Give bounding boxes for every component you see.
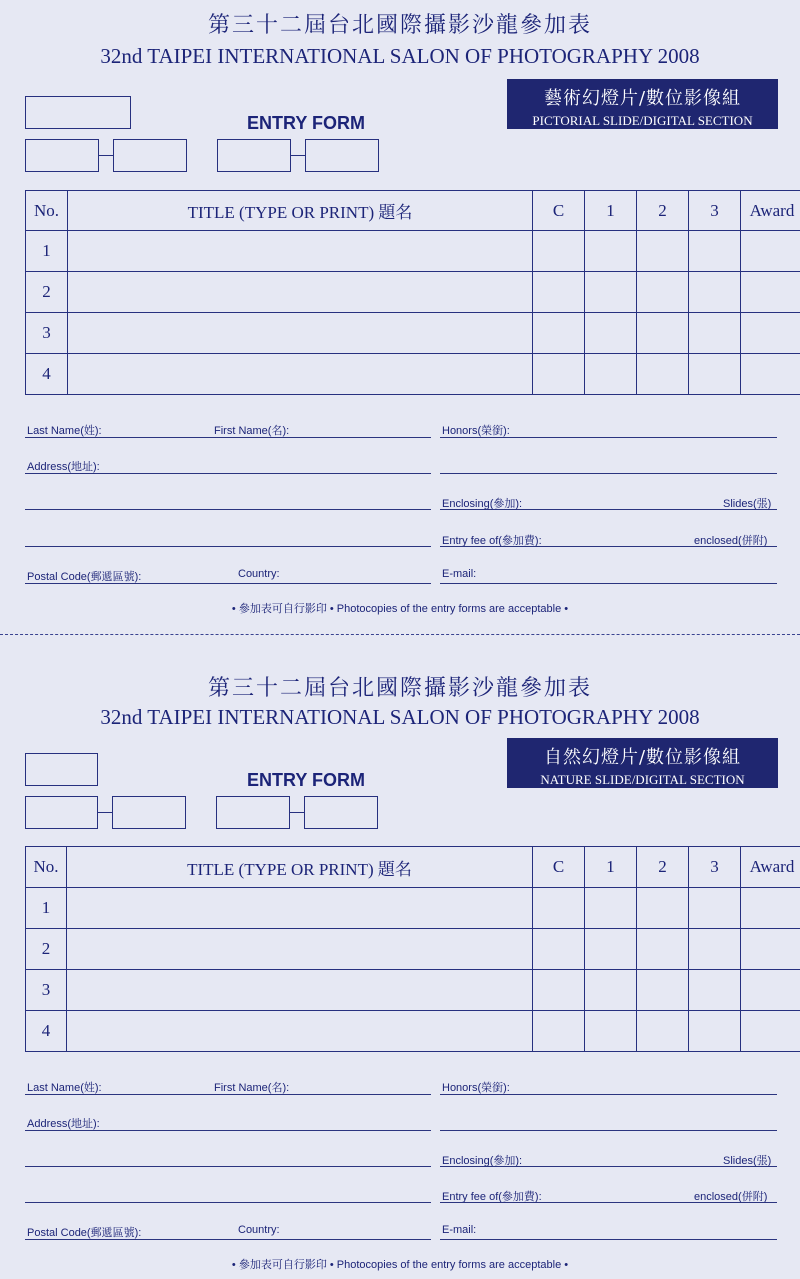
code-box-3[interactable] [216,796,290,829]
honors-field-line[interactable] [440,473,777,474]
connector-line [289,812,304,813]
connector-line [290,155,305,156]
first-name-label: First Name(名): [214,1082,290,1094]
col-header-2: 2 [637,847,689,888]
code-box-4[interactable] [305,139,379,172]
score-cell[interactable] [637,354,689,395]
enclosing-field-line[interactable] [440,1166,777,1167]
col-header-c: C [533,191,585,231]
enclosed-label: enclosed(併附) [694,535,768,547]
score-cell[interactable] [637,888,689,929]
photocopy-note: • 參加表可自行影印 • Photocopies of the entry forms are acceptable • [231,603,569,615]
row-number: 3 [26,970,67,1011]
table-row [26,354,800,395]
honors-label: Honors(榮銜): [442,425,510,437]
table-header-row [26,191,800,231]
score-cell[interactable] [637,231,689,272]
score-cell[interactable] [637,970,689,1011]
postal-country-field-line[interactable] [25,583,431,584]
entry-form-nature [0,641,800,1279]
connector-line [97,812,112,813]
title-cell[interactable] [68,354,533,395]
title-cell[interactable] [67,970,533,1011]
entry-form-heading: ENTRY FORM [247,113,366,133]
photocopy-note: • 參加表可自行影印 • Photocopies of the entry forms are acceptable • [231,1259,569,1271]
score-cell[interactable] [689,970,741,1011]
enclosing-label: Enclosing(參加): [442,1155,523,1167]
score-cell[interactable] [585,231,637,272]
title-cell[interactable] [68,231,533,272]
score-cell[interactable] [585,1011,637,1052]
entry-fee-field-line[interactable] [440,546,777,547]
email-field-line[interactable] [440,1239,777,1240]
award-cell[interactable] [741,354,800,395]
score-cell[interactable] [689,231,741,272]
title-cell[interactable] [68,313,533,354]
col-header-award: Award [741,847,800,888]
section-badge [507,79,778,129]
award-cell[interactable] [741,970,800,1011]
section-badge [507,738,778,788]
table-header-row [26,847,800,888]
table-row [26,888,800,929]
score-cell[interactable] [637,929,689,970]
col-header-award: Award [741,191,800,231]
c-cell[interactable] [533,929,585,970]
row-number: 1 [26,888,67,929]
row-number: 2 [26,272,68,313]
address-field-line[interactable] [25,1202,431,1203]
col-header-1: 1 [585,191,637,231]
col-header-3: 3 [689,191,741,231]
address-field-line[interactable] [25,473,431,474]
entries-table [25,190,800,395]
address-label: Address(地址): [27,461,100,473]
section-name-chinese: 藝術幻燈片/數位影像組 [543,88,742,109]
score-cell[interactable] [585,313,637,354]
col-header-no: No. [26,191,68,231]
row-number: 2 [26,929,67,970]
c-cell[interactable] [533,970,585,1011]
table-row [26,1011,800,1052]
email-label: E-mail: [442,1224,477,1236]
address-label: Address(地址): [27,1118,100,1130]
award-cell[interactable] [741,231,800,272]
code-box-2[interactable] [113,139,187,172]
row-number: 3 [26,313,68,354]
row-number: 4 [26,354,68,395]
name-field-line[interactable] [25,437,431,438]
col-header-title: TITLE (TYPE OR PRINT) 題名 [68,191,533,231]
entry-fee-label: Entry fee of(參加費): [442,535,542,547]
score-cell[interactable] [689,272,741,313]
row-number: 4 [26,1011,67,1052]
score-cell[interactable] [637,272,689,313]
c-cell[interactable] [533,313,585,354]
slides-label: Slides(張) [723,1155,772,1167]
entry-fee-label: Entry fee of(參加費): [442,1191,542,1203]
col-header-2: 2 [637,191,689,231]
code-box-1[interactable] [25,796,98,829]
last-name-label: Last Name(姓): [27,1082,102,1094]
c-cell[interactable] [533,272,585,313]
code-box-2[interactable] [112,796,186,829]
section-name-english: NATURE SLIDE/DIGITAL SECTION [540,772,745,787]
address-field-line[interactable] [25,1166,431,1167]
score-cell[interactable] [585,272,637,313]
entries-table [25,846,800,1052]
email-label: E-mail: [442,568,477,580]
score-cell[interactable] [689,888,741,929]
section-name-chinese: 自然幻燈片/數位影像組 [543,747,742,768]
last-name-label: Last Name(姓): [27,425,102,437]
score-cell[interactable] [585,888,637,929]
c-cell[interactable] [533,231,585,272]
country-label: Country: [238,1224,280,1236]
code-box-3[interactable] [217,139,291,172]
first-name-label: First Name(名): [214,425,290,437]
honors-field-line[interactable] [440,1130,777,1131]
postal-code-label: Postal Code(郵遞區號): [27,571,142,583]
award-cell[interactable] [741,888,800,929]
country-label: Country: [238,568,280,580]
col-header-c: C [533,847,585,888]
honors-field-line[interactable] [440,1094,777,1095]
award-cell[interactable] [741,313,800,354]
honors-label: Honors(榮銜): [442,1082,510,1094]
title-cell[interactable] [67,888,533,929]
score-cell[interactable] [585,354,637,395]
address-field-line[interactable] [25,1130,431,1131]
score-cell[interactable] [637,313,689,354]
title-cell[interactable] [67,929,533,970]
postal-code-label: Postal Code(郵遞區號): [27,1227,142,1239]
col-header-3: 3 [689,847,741,888]
c-cell[interactable] [533,354,585,395]
score-cell[interactable] [585,929,637,970]
award-cell[interactable] [741,1011,800,1052]
award-cell[interactable] [741,929,800,970]
entry-fee-field-line[interactable] [440,1202,777,1203]
entry-form-heading: ENTRY FORM [247,770,366,790]
table-row [26,231,800,272]
score-cell[interactable] [637,1011,689,1052]
form-title-english: 32nd TAIPEI INTERNATIONAL SALON OF PHOTOGRAPHY 2008 [100,705,700,729]
col-header-1: 1 [585,847,637,888]
address-field-line[interactable] [25,546,431,547]
score-cell[interactable] [689,313,741,354]
form-title-chinese: 第三十二屆台北國際攝影沙龍參加表 [207,13,592,38]
code-box-4[interactable] [304,796,378,829]
form-title-english: 32nd TAIPEI INTERNATIONAL SALON OF PHOTOGRAPHY 2008 [100,44,700,68]
email-field-line[interactable] [440,583,777,584]
score-cell[interactable] [689,354,741,395]
c-cell[interactable] [533,888,585,929]
row-number: 1 [26,231,68,272]
table-row [26,272,800,313]
title-cell[interactable] [68,272,533,313]
slides-label: Slides(張) [723,498,772,510]
address-field-line[interactable] [25,509,431,510]
score-cell[interactable] [689,929,741,970]
c-cell[interactable] [533,1011,585,1052]
table-row [26,313,800,354]
enclosing-label: Enclosing(參加): [442,498,523,510]
cut-line [0,634,800,635]
section-name-english: PICTORIAL SLIDE/DIGITAL SECTION [532,113,753,128]
postal-country-field-line[interactable] [25,1239,431,1240]
award-cell[interactable] [741,272,800,313]
table-row [26,929,800,970]
entry-number-box[interactable] [25,96,131,129]
honors-field-line[interactable] [440,437,777,438]
connector-line [98,155,113,156]
entry-form-pictorial [0,0,800,638]
col-header-title: TITLE (TYPE OR PRINT) 題名 [67,847,533,888]
form-title-chinese: 第三十二屆台北國際攝影沙龍參加表 [207,676,592,701]
enclosed-label: enclosed(併附) [694,1191,768,1203]
name-field-line[interactable] [25,1094,431,1095]
score-cell[interactable] [689,1011,741,1052]
code-box-1[interactable] [25,139,99,172]
title-cell[interactable] [67,1011,533,1052]
score-cell[interactable] [585,970,637,1011]
entry-number-box[interactable] [25,753,98,786]
enclosing-field-line[interactable] [440,509,777,510]
col-header-no: No. [26,847,67,888]
table-row [26,970,800,1011]
